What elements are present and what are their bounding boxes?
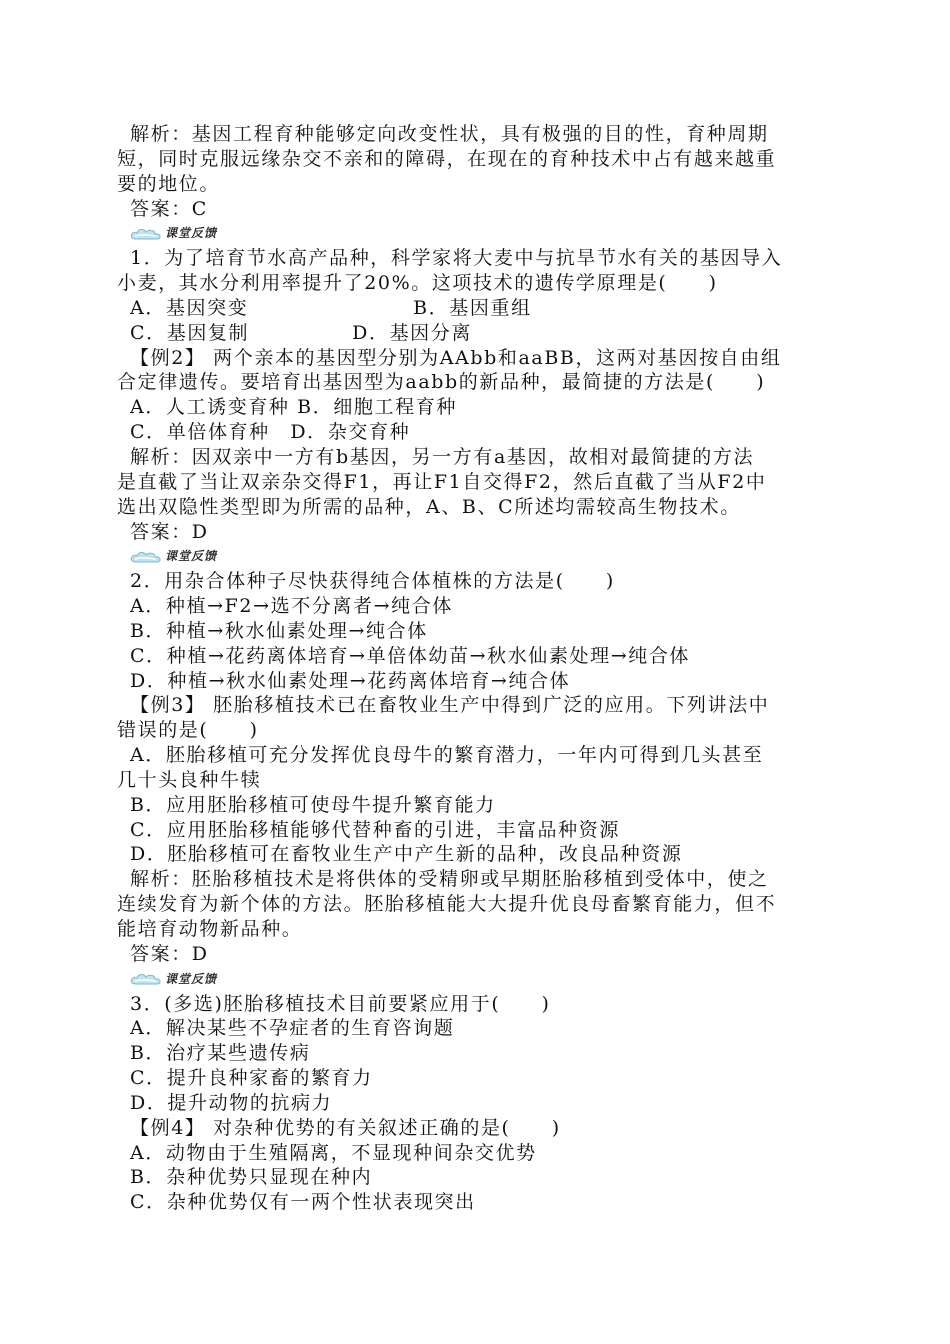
- text-line: 3．(多选)胚胎移植技术目前要紧应用于( ): [130, 992, 551, 1015]
- text-line: B．种植→秋水仙素处理→纯合体: [130, 619, 428, 642]
- text-line: 要的地位。: [117, 172, 221, 195]
- text-line: 解析：因双亲中一方有b基因，另一方有a基因，故相对最简捷的方法: [130, 445, 755, 468]
- text-line: 合定律遗传。要培育出基因型为aabb的新品种，最简捷的方法是( ): [117, 371, 766, 394]
- section-question-2: [117, 569, 837, 967]
- feedback-badge: [117, 221, 837, 246]
- feedback-badge-label: 课堂反馈: [165, 549, 218, 564]
- text-line: 答案：C: [130, 197, 208, 220]
- text-line: 选出双隐性类型即为所需的品种，A、B、C所述均需较高生物技术。: [117, 495, 741, 518]
- text-line: 连续发育为新个体的方法。胚胎移植能大大提升优良母畜繁育能力，但不: [117, 893, 777, 916]
- text-line: B．杂种优势只显现在种内: [130, 1166, 373, 1189]
- text-line: D．种植→秋水仙素处理→花药离体培育→纯合体: [130, 669, 571, 692]
- text-line: 解析：胚胎移植技术是将供体的受精卵或早期胚胎移植到受体中，使之: [130, 868, 769, 891]
- document-page: [117, 122, 837, 1215]
- text-line: 答案：D: [130, 520, 209, 543]
- feedback-badge-label: 课堂反馈: [165, 971, 218, 986]
- feedback-badge: [117, 544, 837, 569]
- text-line: 短，同时克服远缘杂交不亲和的障碍，在现在的育种技术中占有越来越重: [117, 147, 777, 170]
- text-line: C．基因复制 D．基因分离: [130, 321, 472, 344]
- cloud-icon: [129, 971, 163, 987]
- text-line: 1．为了培育节水高产品种，科学家将大麦中与抗旱节水有关的基因导入: [130, 247, 783, 270]
- text-line: 是直截了当让双亲杂交得F1，再让F1自交得F2，然后直截了当从F2中: [117, 470, 767, 493]
- section-question-1: [117, 246, 837, 544]
- text-line: C．提升良种家畜的繁育力: [130, 1067, 373, 1090]
- text-line: 几十头良种牛犊: [117, 768, 262, 791]
- text-line: A．胚胎移植可充分发挥优良母牛的繁育潜力，一年内可得到几头甚至: [130, 744, 764, 767]
- text-line: 2．用杂合体种子尽快获得纯合体植株的方法是( ): [130, 570, 615, 593]
- text-line: D．提升动物的抗病力: [130, 1091, 333, 1114]
- text-line: D．胚胎移植可在畜牧业生产中产生新的品种，改良品种资源: [130, 843, 683, 866]
- cloud-icon: [129, 226, 163, 242]
- text-line: A．动物由于生殖隔离，不显现种间杂交优势: [130, 1141, 537, 1164]
- text-line: 答案：D: [130, 942, 209, 965]
- section-question-3: [117, 992, 837, 1216]
- text-line: 小麦，其水分利用率提升了20%。这项技术的遗传学原理是( ): [117, 272, 718, 295]
- text-line: 【例3】 胚胎移植技术已在畜牧业生产中得到广泛的应用。下列讲法中: [130, 694, 770, 717]
- text-line: B．治疗某些遗传病: [130, 1042, 311, 1065]
- text-line: A．人工诱变育种 B．细胞工程育种: [130, 396, 457, 419]
- section-intro: [117, 122, 837, 221]
- text-line: 解析：基因工程育种能够定向改变性状，具有极强的目的性，育种周期: [130, 123, 769, 145]
- text-line: C．应用胚胎移植能够代替种畜的引进，丰富品种资源: [130, 818, 620, 841]
- cloud-icon: [129, 549, 163, 565]
- feedback-badge: [117, 967, 837, 992]
- text-line: C．杂种优势仅有一两个性状表现突出: [130, 1191, 476, 1214]
- text-line: 错误的是( ): [117, 719, 259, 742]
- text-line: C．单倍体育种 D．杂交育种: [130, 421, 411, 444]
- text-line: A．解决某些不孕症者的生育咨询题: [130, 1017, 455, 1040]
- text-line: A．种植→F2→选不分离者→纯合体: [130, 595, 453, 618]
- text-line: 【例2】 两个亲本的基因型分别为AAbb和aaBB，这两对基因按自由组: [130, 346, 782, 369]
- text-line: C．种植→花药离体培育→单倍体幼苗→秋水仙素处理→纯合体: [130, 644, 691, 667]
- text-line: B．应用胚胎移植可使母牛提升繁育能力: [130, 793, 496, 816]
- text-line: A．基因突变 B．基因重组: [130, 296, 532, 319]
- feedback-badge-label: 课堂反馈: [165, 226, 218, 241]
- text-line: 能培育动物新品种。: [117, 918, 303, 940]
- text-line: 【例4】 对杂种优势的有关叙述正确的是( ): [130, 1116, 561, 1139]
